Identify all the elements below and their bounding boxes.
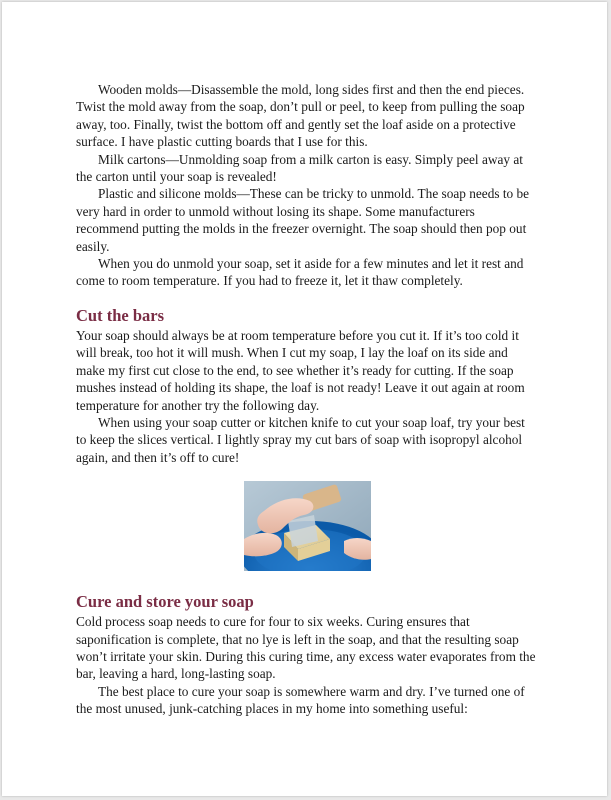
heading-cut-the-bars: Cut the bars: [76, 305, 165, 325]
paragraph-milk-cartons: Milk cartons—Unmolding soap from a milk carton is easy. Simply peel away at the carton until your soap is revealed!: [76, 151, 523, 185]
paragraph-cut-temperature: Your soap should always be at room temperature before you cut it. If it’s too cold it will break, too hot it will mush. When I cut my soap, I lay the loaf on its side and make my first cut close to the end, to see whether it’s ready for cutting. If the soap mushes instead of holding its shape, the loaf is not ready! Leave it out again at room temperature for another try the following day.: [76, 327, 525, 413]
paragraph-plastic-molds: Plastic and silicone molds—These can be tricky to unmold. The soap needs to be very hard in order to unmold without losing its shape. Some manufacturers recommend putting the molds in the freezer overnight. The soap should then pop out easily.: [76, 186, 530, 254]
paragraph-wooden-molds: Wooden molds—Disassemble the mold, long sides first and then the end pieces. Twist the mold away from the soap, don’t pull or peel, to keep from pulling the soap away, too. Finally, twist the bottom off and gently set the loaf aside on a protective surface. I have plastic cutting boards that I use for this.: [76, 82, 525, 150]
paragraph-cure-weeks: Cold process soap needs to cure for four to six weeks. Curing ensures that saponification is complete, that no lye is left in the soap, and that the resulting soap won’t irritate your skin. During this curing time, any excess water evaporates from the bar, leaving a hard, long-lasting soap.: [76, 614, 536, 682]
page-content: [76, 81, 538, 718]
soap-cutting-photo: [244, 481, 371, 571]
paragraph-cure-place: The best place to cure your soap is somewhere warm and dry. I’ve turned one of the most unused, junk-catching places in my home into something useful:: [76, 683, 525, 717]
paragraph-cut-vertical: When using your soap cutter or kitchen knife to cut your soap loaf, try your best to keep the slices vertical. I lightly spray my cut bars of soap with isopropyl alcohol again, and then it’s off to cure!: [76, 414, 525, 465]
paragraph-unmold-rest: When you do unmold your soap, set it aside for a few minutes and let it rest and come to room temperature. If you had to freeze it, let it thaw completely.: [76, 256, 524, 289]
figure-container: [76, 481, 538, 576]
heading-cure-and-store: Cure and store your soap: [76, 592, 254, 612]
document-page: [2, 2, 607, 796]
